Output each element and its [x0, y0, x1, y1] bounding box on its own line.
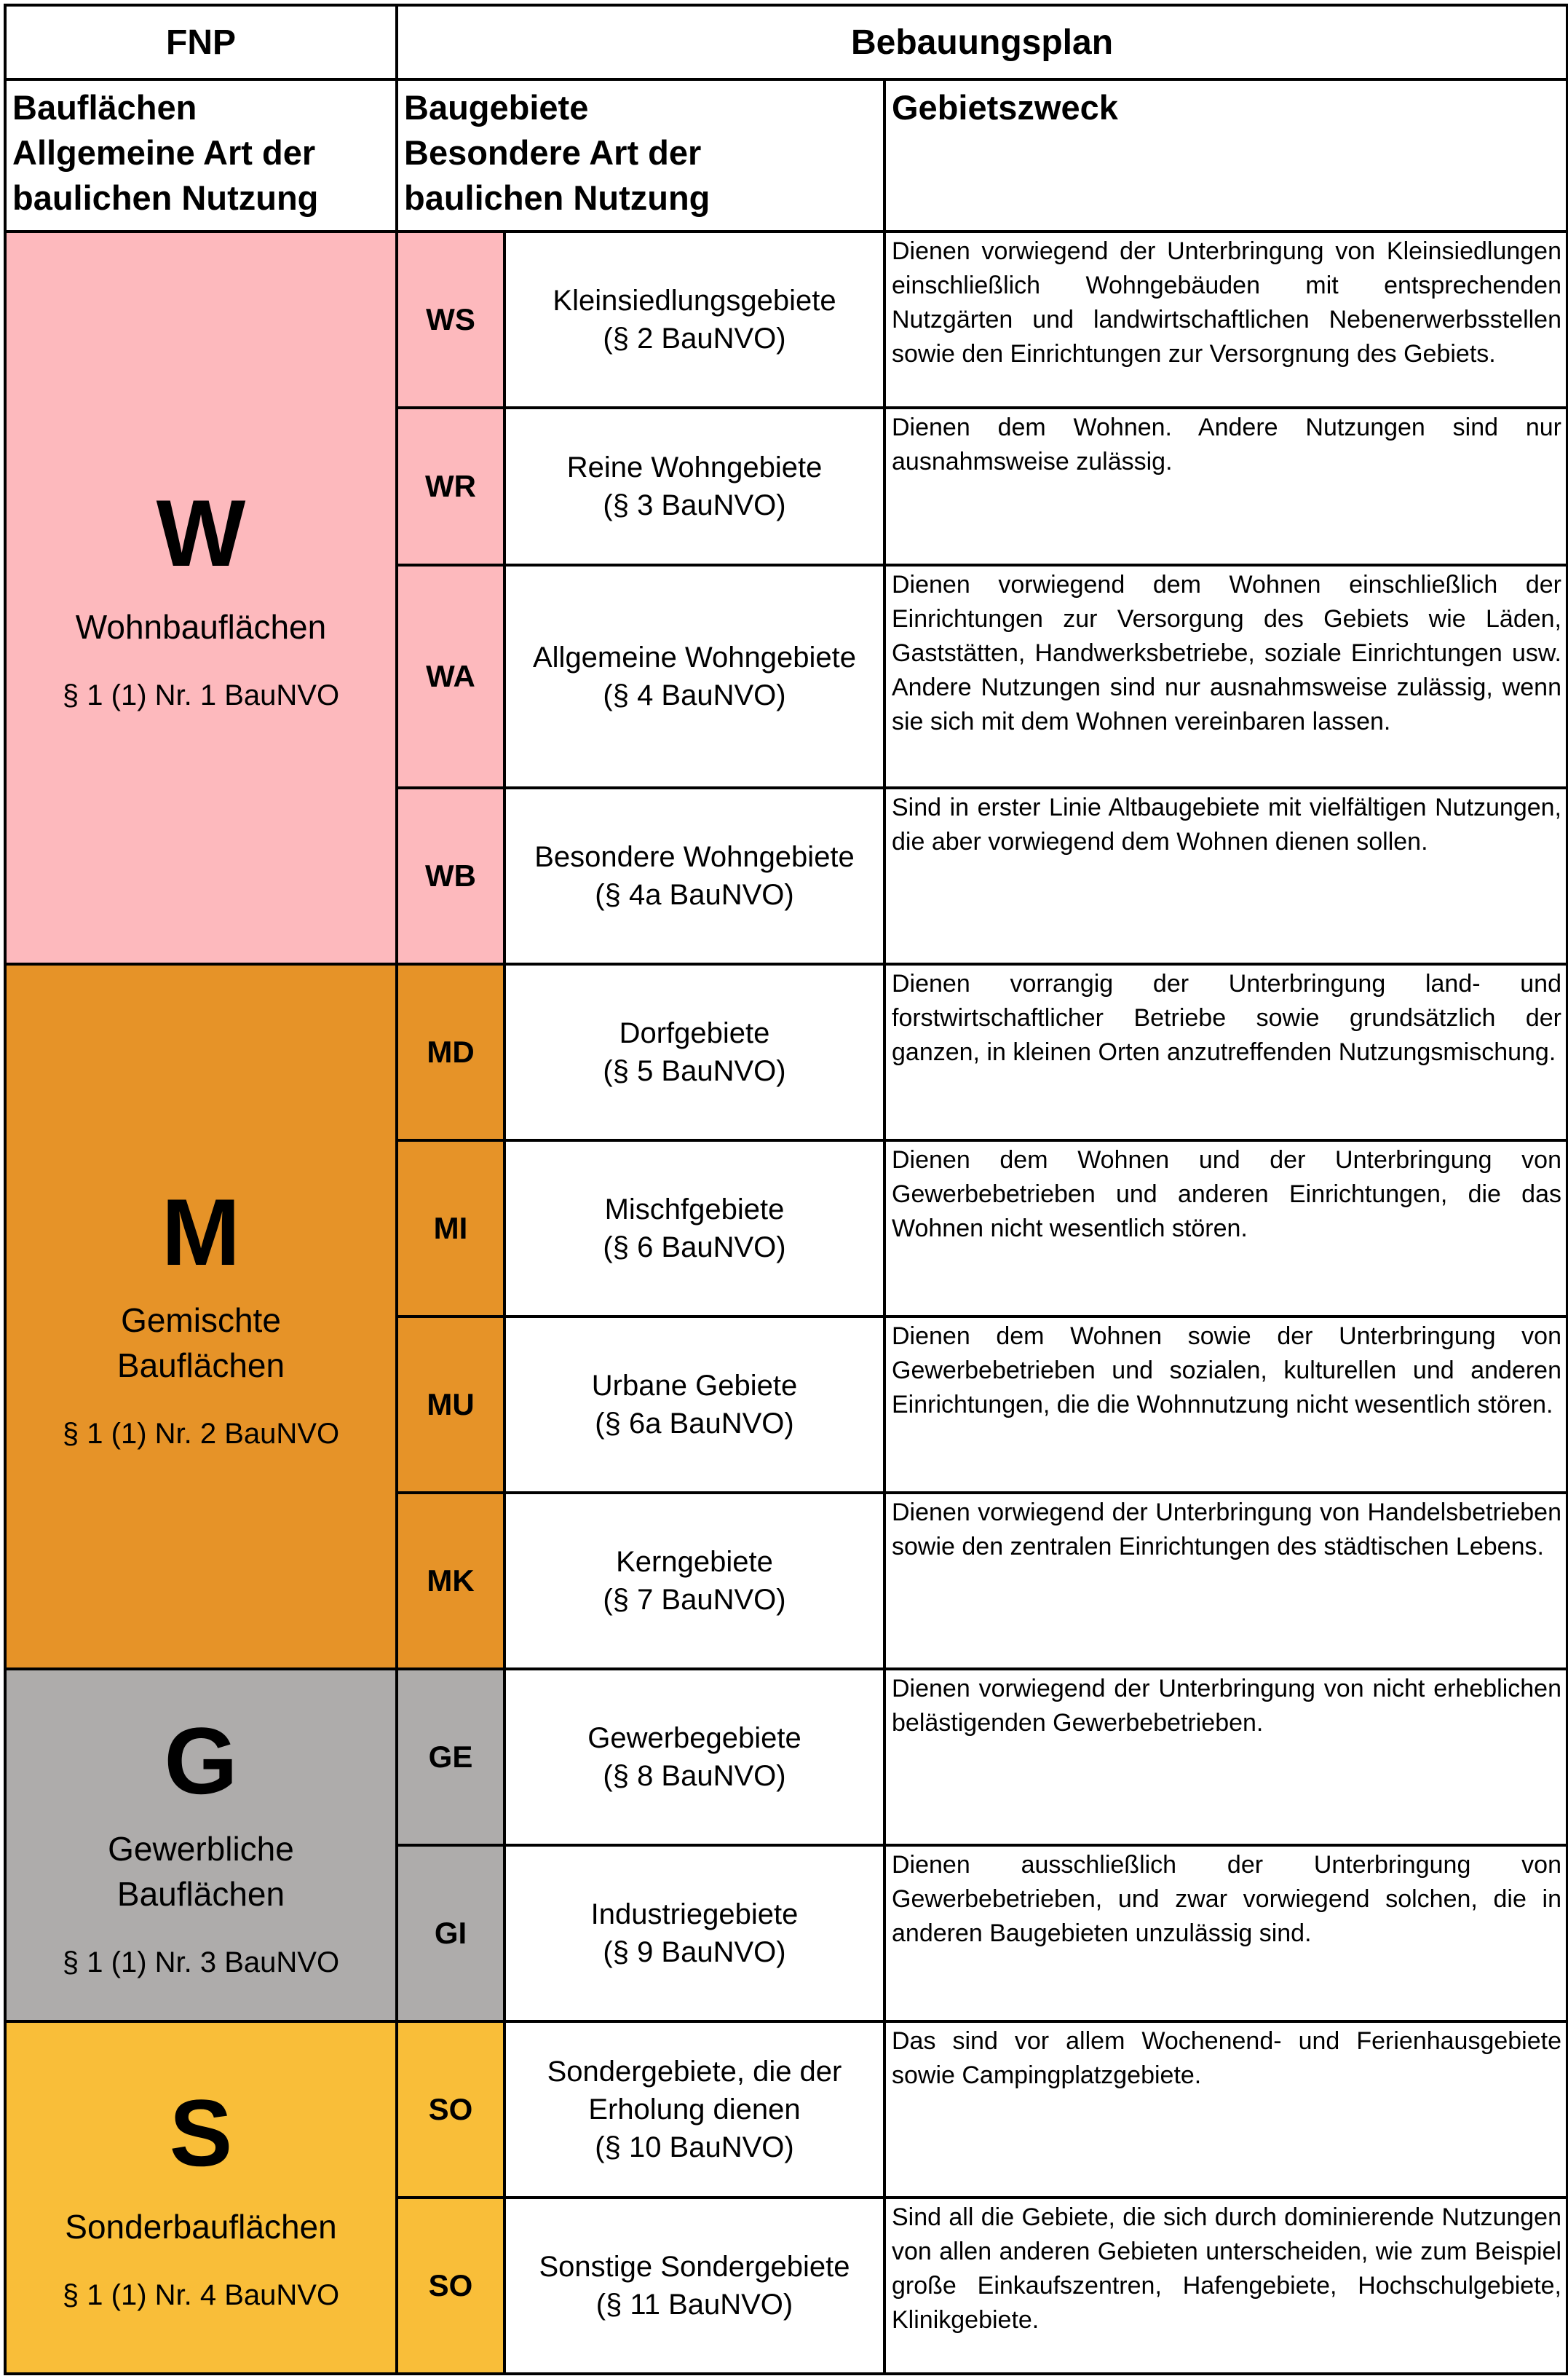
category-letter: S	[169, 2080, 233, 2186]
area-name	[504, 2021, 884, 2198]
category-name: Bauflächen	[116, 1346, 285, 1384]
area-purpose: Dienen vorwiegend dem Wohnen einschließlich der Einrichtungen zur Versorgung des Gebiets wie Läden, Gaststätten, Handwerksbetriebe, soziale Einrichtungen usw. Andere Nutzungen sind nur ausnahmsweise zulässig, wenn sie sich mit dem Wohnen vereinbaren lassen.	[884, 565, 1567, 788]
area-name-line: (§ 7 BauNVO)	[603, 1584, 786, 1616]
area-code: MU	[397, 1317, 504, 1493]
baugebiete-header-line-2: Besondere Art der	[404, 133, 702, 172]
area-name-line: Industriegebiete	[590, 1898, 799, 1930]
area-name	[504, 788, 884, 964]
header-row-2	[5, 79, 1567, 232]
bauflaechen-header-line-1: Bauflächen	[12, 88, 197, 127]
baugebiete-header	[397, 79, 884, 232]
area-name-line: Mischfgebiete	[604, 1193, 785, 1226]
area-name-line: (§ 11 BauNVO)	[595, 2289, 793, 2321]
category-w-cell	[5, 232, 397, 964]
area-name-line: Allgemeine Wohngebiete	[532, 642, 856, 674]
area-purpose: Dienen dem Wohnen sowie der Unterbringung von Gewerbebetrieben und sozialen, kulturellen und anderen Einrichtungen, die die Wohnnutzung nicht wesentlich stören.	[884, 1317, 1567, 1493]
area-name-line: Kerngebiete	[616, 1546, 773, 1578]
baugebiete-header-line-3: baulichen Nutzung	[404, 178, 710, 217]
area-name	[504, 964, 884, 1140]
baugebiete-header-line-1: Baugebiete	[404, 88, 589, 127]
area-code: WR	[397, 408, 504, 565]
area-code: SO	[397, 2021, 504, 2198]
area-name	[504, 1669, 884, 1845]
table-row	[5, 232, 1567, 408]
area-purpose: Dienen vorwiegend der Unterbringung von Kleinsiedlungen einschließlich Wohngebäuden mit entsprechenden Nutzgärten und landwirtschaftlichen Nebenerwerbsstellen sowie den Einrichtungen zur Versorgnung des Gebiets.	[884, 232, 1567, 408]
area-name	[504, 232, 884, 408]
area-name-line: Kleinsiedlungsgebiete	[553, 285, 836, 317]
area-name-line: (§ 2 BauNVO)	[603, 323, 786, 355]
area-purpose: Dienen vorwiegend der Unterbringung von Handelsbetrieben sowie den zentralen Einrichtungen des städtischen Lebens.	[884, 1493, 1567, 1669]
area-code: SO	[397, 2198, 504, 2374]
category-law: § 1 (1) Nr. 4 BauNVO	[62, 2279, 340, 2311]
category-law: § 1 (1) Nr. 3 BauNVO	[62, 1946, 340, 1978]
bauflaechen-header-line-3: baulichen Nutzung	[12, 178, 319, 217]
area-name-line: (§ 8 BauNVO)	[603, 1760, 786, 1792]
area-name-line: Sonstige Sondergebiete	[539, 2251, 850, 2283]
area-name-line: Sondergebiete, die der	[547, 2056, 842, 2088]
area-name-line: (§ 10 BauNVO)	[595, 2131, 794, 2163]
area-name	[504, 1317, 884, 1493]
area-purpose: Dienen vorrangig der Unterbringung land- und forstwirtschaftlicher Betriebe sowie grundsätzlich der ganzen, in kleinen Orten anzutreffenden Nutzungsmischung.	[884, 964, 1567, 1140]
area-name-line: (§ 5 BauNVO)	[603, 1055, 786, 1087]
area-name-line: (§ 4a BauNVO)	[595, 879, 794, 911]
area-name	[504, 565, 884, 788]
area-name-line: (§ 3 BauNVO)	[603, 489, 786, 521]
header-row-1	[5, 5, 1567, 79]
area-name-line: (§ 4 BauNVO)	[603, 679, 786, 711]
fnp-header: FNP	[5, 5, 397, 79]
area-name-line: (§ 6 BauNVO)	[603, 1231, 786, 1263]
area-name	[504, 1845, 884, 2021]
area-purpose: Dienen vorwiegend der Unterbringung von nicht erheblichen belästigenden Gewerbebetrieben.	[884, 1669, 1567, 1845]
category-name: Gewerbliche	[108, 1830, 294, 1868]
area-name-line: Gewerbegebiete	[587, 1722, 801, 1754]
area-purpose: Sind all die Gebiete, die sich durch dominierende Nutzungen von allen anderen Gebieten unterscheiden, wie zum Beispiel große Einkaufszentren, Hafengebiete, Hochschulgebiete, Klinikgebiete.	[884, 2198, 1567, 2374]
category-m-cell	[5, 964, 397, 1669]
category-s-cell	[5, 2021, 397, 2374]
area-purpose: Das sind vor allem Wochenend- und Ferienhausgebiete sowie Campingplatzgebiete.	[884, 2021, 1567, 2198]
area-purpose: Dienen dem Wohnen und der Unterbringung von Gewerbebetrieben und anderen Einrichtungen, die das Wohnen nicht wesentlich stören.	[884, 1140, 1567, 1317]
area-name-line: Urbane Gebiete	[591, 1370, 798, 1402]
category-g-cell	[5, 1669, 397, 2021]
category-law: § 1 (1) Nr. 1 BauNVO	[62, 679, 340, 711]
area-code: WS	[397, 232, 504, 408]
area-purpose: Sind in erster Linie Altbaugebiete mit vielfältigen Nutzungen, die aber vorwiegend dem Wohnen dienen sollen.	[884, 788, 1567, 964]
area-code: GE	[397, 1669, 504, 1845]
bauflaechen-header	[5, 79, 397, 232]
gebietszweck-header: Gebietszweck	[884, 79, 1567, 232]
area-name-line: Erholung dienen	[588, 2093, 801, 2126]
area-code: GI	[397, 1845, 504, 2021]
area-name	[504, 2198, 884, 2374]
category-name: Sonderbauflächen	[65, 2208, 337, 2246]
bauflaechen-header-line-2: Allgemeine Art der	[12, 133, 316, 172]
area-code: MK	[397, 1493, 504, 1669]
area-name	[504, 1493, 884, 1669]
area-name-line: Dorfgebiete	[619, 1017, 770, 1049]
area-name-line: (§ 6a BauNVO)	[595, 1408, 794, 1440]
area-name	[504, 1140, 884, 1317]
category-law: § 1 (1) Nr. 2 BauNVO	[62, 1418, 340, 1450]
area-code: MD	[397, 964, 504, 1140]
table-row	[5, 964, 1567, 1140]
area-purpose: Dienen ausschließlich der Unterbringung von Gewerbebetrieben, und zwar vorwiegend solchen, die in anderen Baugebieten unzulässig sind.	[884, 1845, 1567, 2021]
land-use-table	[4, 4, 1568, 2375]
category-name: Gemischte	[121, 1301, 281, 1339]
table-row	[5, 1669, 1567, 1845]
area-name-line: Reine Wohngebiete	[566, 451, 823, 484]
category-letter: M	[161, 1179, 241, 1285]
area-purpose: Dienen dem Wohnen. Andere Nutzungen sind nur ausnahmsweise zulässig.	[884, 408, 1567, 565]
area-name-line: (§ 9 BauNVO)	[603, 1936, 786, 1968]
table-row	[5, 2021, 1567, 2198]
category-name: Bauflächen	[116, 1875, 285, 1913]
area-code: MI	[397, 1140, 504, 1317]
area-code: WA	[397, 565, 504, 788]
area-code: WB	[397, 788, 504, 964]
category-letter: G	[164, 1708, 238, 1814]
bebauungsplan-header: Bebauungsplan	[397, 5, 1567, 79]
area-name-line: Besondere Wohngebiete	[534, 841, 855, 873]
category-name: Wohnbauflächen	[75, 608, 327, 646]
area-name	[504, 408, 884, 565]
category-letter: W	[156, 480, 246, 586]
